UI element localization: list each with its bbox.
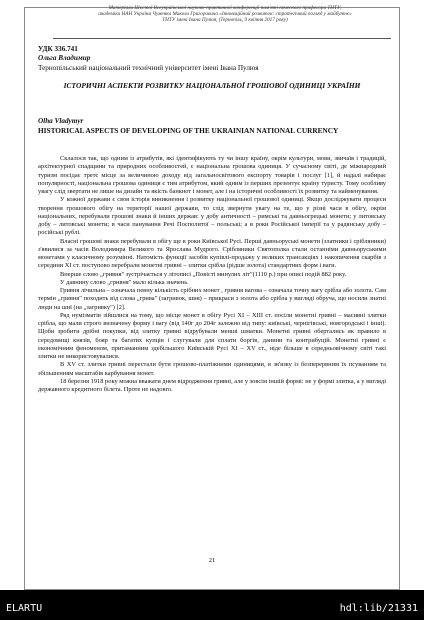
paragraph: Вперше слово „гривня" зустрічається у літописі „Повісті минулих літ"(1110 р.) при описі подій 882 року. [60,270,347,278]
paragraph: Склалося так, що одним із атрибутів, які ідентифікують ту чи іншу країну, окрім культури, мови, звичаїв і традицій, архітектурної спадщини та природних особливостей, є національна грошова одиниця. У сучасному світі, де міжнародний туризм посідає третє місце за величиною доходу від загальносвітового експорту товарів і послуг [1], й надалі набирає популярності, національна грошова одиниця є тим атрибутом, який одним із перших презентує країну туристу. Тому особливу увагу слід звертати не лише на дизайн та якість банкнот і монет, але і на історичні особливості їх розвитку та найменування. [38,155,386,195]
title-ua: ІСТОРИЧНІ АСПЕКТИ РОЗВИТКУ НАЦІОНАЛЬНОЇ ГРОШОВОЇ ОДИНИЦІ УКРАЇНИ [63,81,361,90]
repository-name[interactable]: ELARTU [6,603,43,614]
header-line-1: Матеріали Шостої Всеукраїнської науково-практичної конференції пам'яті почесного професора ТНТУ, [108,5,342,11]
paragraph: У кожної держави є своя історія виникнення і розвитку національної грошової одиниці. Якщо досліджувати процеси творення грошового обігу на території нашої держави, то слід звернути увагу на те, що у різні часи в обігу, окрім національних, перебували грошові знаки й інших держав: у добу античності – римські та давньогрецькі монети; у литовську добу – литовські монети; в часи панування Речі Посполитої – польські; а в роки Російської імперії та у радянську добу – російські рублі. [38,196,386,237]
paragraph: Ряд нумізматів зійшлися на тому, що місце монет в обігу Русі XI – XIII ст. посіли монетні гривні – масивні злитки срібла, що мали строго визначену форму і вагу (від 140г до 204г залежно від типу: київські, чернігівські, новгородські і інші). Щоби зробити дрібні покупки, від злитку гривні відрубували менші шматки. Монетні гривні обертались як правило в середовищі князів, бояр та багатих купців і слугували для сплати боргів, данини та контрибуцій. Монетні гривні є економічним феноменом, притаманним здебільшого Київській Русі XI – XV ст., ніде більше в середньовічному світі такі злитки не використовувалися. [38,311,386,360]
paragraph: В XV ст. злитки гривні перестали бути грошово-платіжними одиницями, в зв'язку із безперервним їх псуванням та збільшенням масштабів карбування монет. [38,361,386,377]
paragraph: Гривня лічильна – означала певну кількість срібних монет , гривня вагова – означала точну вагу срібла або золота. Сам термін „гривня" походить від слова „грива" (загривок, шия) – прикраси з золота або срібла у вигляді обруча, що носили знатні люди на шиї (на „загривку") [2]. [38,287,386,311]
repository-footer [0,590,424,620]
header-rule [53,38,391,39]
affiliation: Тернопільський національний технічний університет імені Івана Пулюя [38,64,259,72]
author-ua: Ольга Владимир [38,54,91,62]
title-en: HISTORICAL ASPECTS OF DEVELOPING OF THE UKRAINIAN NATIONAL CURRENCY [38,126,339,135]
author-en: Olha Vladymyr [38,117,84,125]
running-header [70,5,380,24]
paragraph: У давнину слово „гривня" мало кілька значень. [60,278,189,286]
header-line-2: академіка НАН України Чуменка Миколи Григоровича «Інноваційний розвиток: стратегічний погляд у майбутнє» [98,11,352,18]
handle-link[interactable]: hdl:lib/21331 [339,603,418,614]
paragraph: 18 березня 1918 року можна вважати днем відродження гривні, але у зовсім іншій формі: не у формі злитка, а у вигляді державного кредитного білета. Проте не надовго. [38,377,386,393]
udk-code: УДК 336.741 [38,45,78,53]
article-body [38,155,386,394]
paragraph: Власні грошові знаки перебували в обігу ще в роки Київської Русі. Перші давньоруські монети (златники і срібляники) з'явилися за часів Володимира Великого та Ярослава Мудрого. Срібляники Святополка стали останніми давньоруськими монетами у класичному розумінні. Натомість функції засобів купівлі-продажу у великих трансакціях і накопичення скарбів з середини XI ст. поступово перебрали монетні гривні – злитки срібла (рідше золота) стандартних форм і ваги. [38,237,386,270]
page-number: 21 [208,557,216,564]
header-line-3: ТНТУ імені Івана Пулюя, (Тернопіль, 9 квітня 2017 року) [162,17,288,24]
